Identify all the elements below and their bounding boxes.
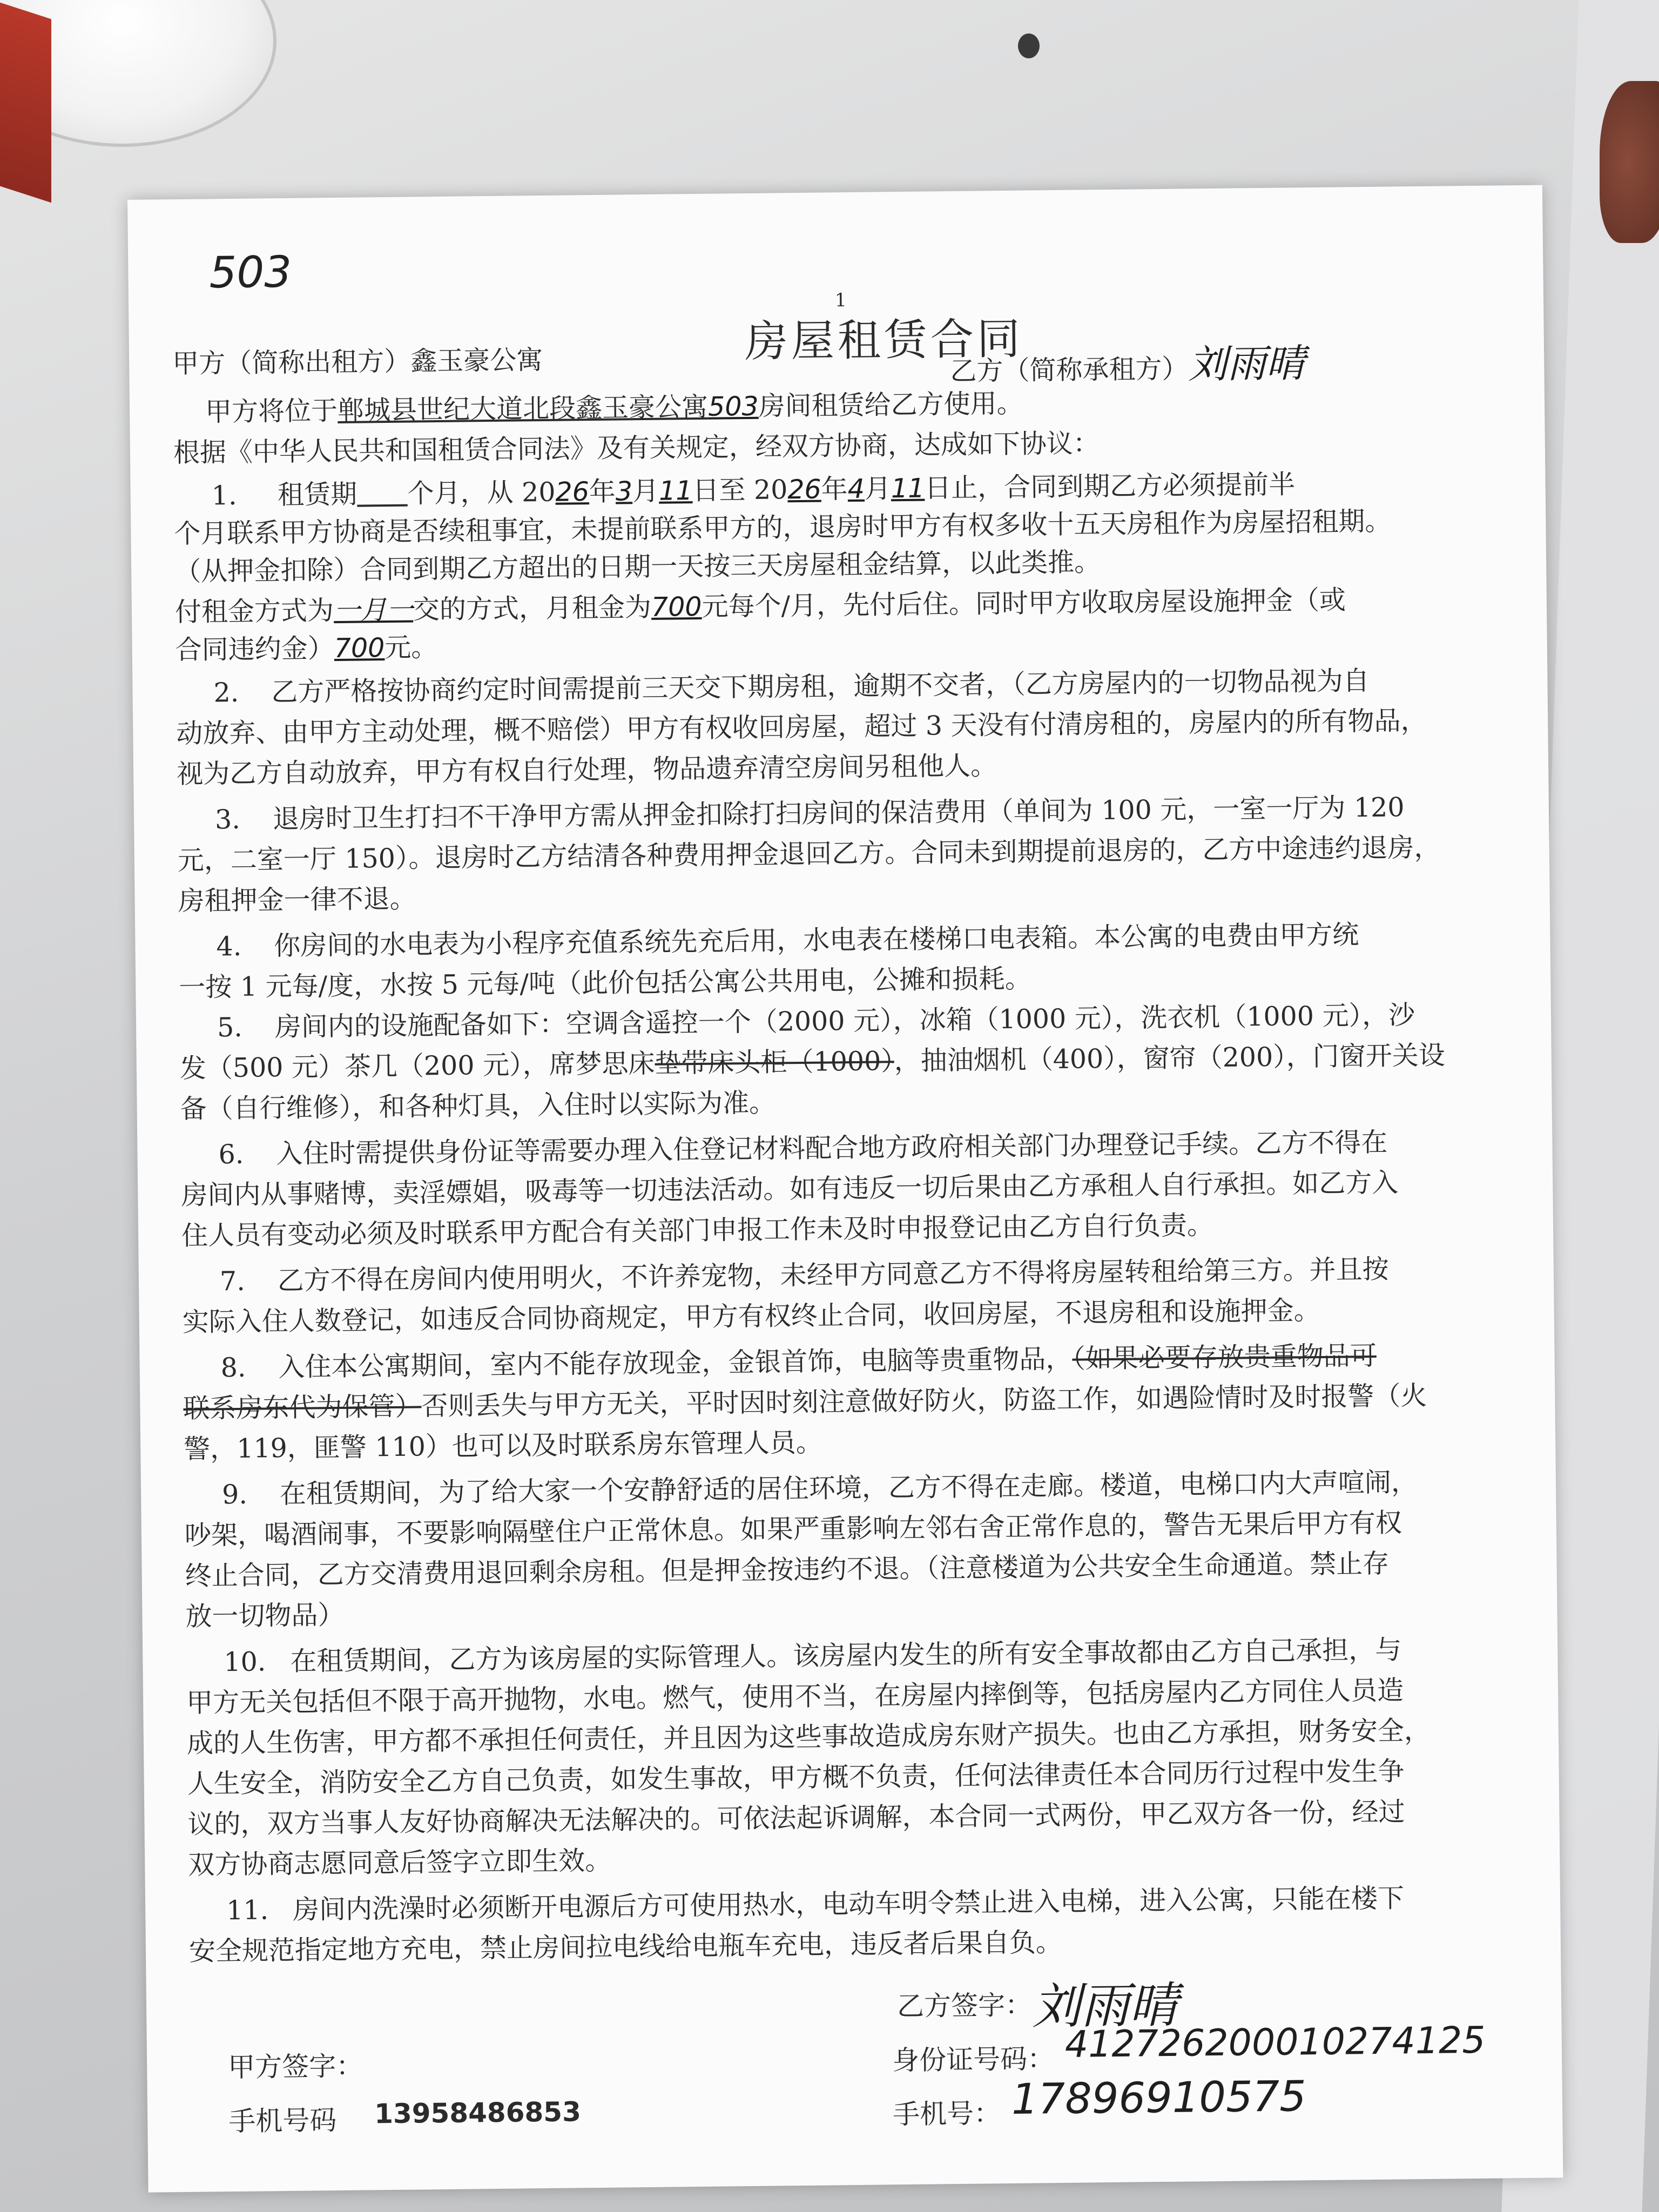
struck-text: （如果必要存放贵重物品可	[1072, 1340, 1377, 1374]
party-a-phone-label: 手机号码	[228, 2105, 337, 2137]
clause-1-deposit	[175, 620, 1509, 666]
clause-2-line-3: 视为乙方自动放弃，甲方有权自行处理，物品遗弃清空房间另租他人。	[176, 750, 997, 790]
start-year: 26	[555, 476, 590, 508]
clause-1-text: 月	[864, 473, 892, 504]
clause-number: 2.	[213, 677, 239, 709]
payment-text: 元每个/月，先付后住。同时甲方收取房屋设施押金（或	[702, 584, 1346, 622]
clause-number: 3.	[214, 804, 241, 835]
intro-suffix: 房间租赁给乙方使用。	[758, 388, 1023, 422]
clause-text: 在租赁期间，为了给大家一个安静舒适的居住环境，乙方不得在走廊。楼道，电梯口内大声喧闹，	[279, 1467, 1418, 1510]
clause-5-line-2	[180, 1038, 1514, 1085]
clause-9-line-1	[184, 1465, 1518, 1512]
clause-7-line-2: 实际入住人数登记，如违反合同协商规定，甲方有权终止合同，收回房屋，不退房租和设施押金。	[182, 1294, 1320, 1338]
clause-5-line-3: 备（自行维修），和各种灯具，入住时以实际为准。	[180, 1087, 776, 1125]
contract-paper	[127, 185, 1563, 2193]
clause-number: 5.	[217, 1011, 243, 1043]
handwritten-note: 503	[208, 246, 292, 298]
party-b-sign-label: 乙方签字：	[896, 1989, 1033, 2022]
clause-text: 你房间的水电表为小程序充值系统先充后用，水电表在楼梯口电表箱。本公寓的电费由甲方统	[273, 919, 1359, 962]
party-b-id-number: 412726200010274125	[1064, 2019, 1486, 2067]
party-b	[950, 340, 1305, 388]
background-dark-spot	[1018, 33, 1040, 58]
clause-11-line-2: 安全规范指定地方充电，禁止房间拉电线给电瓶车充电，违反者后果自负。	[188, 1927, 1063, 1967]
party-b-id-label: 身份证号码：	[892, 2043, 1055, 2076]
clause-1-text: 年	[821, 474, 848, 505]
clause-1-line-3: （从押金扣除）合同到期乙方超出的日期一天按三天房屋租金结算，以此类推。	[174, 547, 1101, 588]
payment-text: 付租金方式为	[174, 595, 334, 628]
clause-text: 否则丢失与甲方无关，平时因时刻注意做好防火，防盗工作，如遇险情时及时报警（火	[421, 1380, 1427, 1422]
clause-text: 在租赁期间，乙方为该房屋的实际管理人。该房屋内发生的所有安全事故都由乙方自己承担，与	[289, 1634, 1402, 1677]
clause-2-line-2: 动放弃、由甲方主动处理，概不赔偿）甲方有权收回房屋，超过 3 天没有付清房租的，房屋内的所有物品，	[176, 705, 1427, 750]
clause-9-line-3: 终止合同，乙方交清费用退回剩余房租。但是押金按违约不退。（注意楼道为公共安全生命通道。禁止存	[185, 1548, 1390, 1592]
intro-address: 郸城县世纪大道北段鑫玉豪公寓	[337, 391, 709, 426]
background-red-object	[0, 3, 51, 203]
struck-text: 联系房东代为保管）	[183, 1391, 422, 1425]
clause-number: 1.	[211, 480, 237, 511]
clause-7-line-1	[182, 1252, 1516, 1298]
clause-number: 8.	[220, 1352, 246, 1384]
clause-10-line-3: 成的人生伤害，甲方都不承担任何责任，并且因为这些事故造成房东财产损失。也由乙方承担，财务安全，	[186, 1715, 1431, 1759]
clause-number: 11.	[226, 1894, 269, 1926]
clause-1-text: 月	[632, 475, 659, 507]
clause-1-text: 日止，合同到期乙方必须提前半	[924, 469, 1296, 504]
party-a-value: 鑫玉豪公寓	[410, 344, 543, 377]
deposit-amount: 700	[334, 632, 385, 664]
intro-line	[205, 382, 1539, 429]
party-b-signature: 刘雨晴	[1031, 1977, 1178, 2035]
clause-5-line-1	[179, 998, 1513, 1044]
clause-3-line-2: 元，二室一厅 150）。退房时乙方结清各种费用押金退回乙方。合同未到期提前退房的，乙方中途违约退房，	[177, 832, 1441, 876]
clause-1-text: 日至 20	[692, 474, 788, 507]
clause-3-line-3: 房租押金一律不退。	[178, 883, 416, 917]
clause-10-line-6: 双方协商志愿同意后签字立即生效。	[187, 1845, 612, 1880]
clause-10-line-1	[186, 1633, 1520, 1679]
party-b-phone: 17896910575	[1011, 2072, 1307, 2125]
intro-room: 503	[707, 390, 759, 422]
document-title: 房屋租赁合同	[744, 313, 1024, 367]
end-month: 4	[847, 473, 865, 505]
clause-10-line-5: 议的，双方当事人友好协商解决无法解决的。可依法起诉调解，本合同一式两份，甲乙双方各一份，经过	[187, 1796, 1405, 1840]
clause-6-line-1	[180, 1125, 1514, 1171]
clause-1-text: 个月，从 20	[407, 476, 556, 509]
monthly-rent: 700	[651, 591, 702, 623]
background-brown-object	[1600, 81, 1659, 243]
party-a-sign-label: 甲方签字：	[227, 2050, 363, 2083]
party-b-value: 刘雨晴	[1188, 340, 1305, 387]
parties-line	[172, 334, 1506, 387]
clause-number: 6.	[218, 1138, 244, 1170]
party-a-phone: 13958486853	[374, 2096, 582, 2130]
start-day: 11	[658, 475, 693, 507]
clause-text: 房间内的设施配备如下：空调含遥控一个（2000 元），冰箱（1000 元），洗衣机（1000 元），沙	[274, 1000, 1415, 1043]
page-number: 1	[834, 289, 847, 312]
party-a-label: 甲方（简称出租方）	[172, 346, 411, 380]
clause-1-text: 年	[589, 476, 616, 508]
clause-1-line-2: 个月联系甲方协商是否续租事宜，未提前联系甲方的，退房时甲方有权多收十五天房租作为房屋招租期。	[174, 505, 1392, 550]
clause-number: 9.	[221, 1479, 248, 1510]
clause-9-line-4: 放一切物品）	[185, 1599, 345, 1633]
clause-8-line-3: 警，119，匪警 110）也可以及时联系房东管理人员。	[183, 1427, 823, 1465]
payment-method: 一月一	[333, 594, 414, 626]
clause-6-line-2: 房间内从事赌博，卖淫嫖娼，吸毒等一切违法活动。如有违反一切后果由乙方承租人自行承担。如乙方入	[181, 1167, 1399, 1211]
clause-8-line-1	[183, 1338, 1516, 1385]
clause-number: 10.	[224, 1646, 266, 1678]
clause-4-line-2: 一按 1 元每/度，水按 5 元每/吨（此价包括公寓公共用电，公摊和损耗。	[178, 963, 1032, 1003]
clause-9-line-2: 吵架，喝酒闹事，不要影响隔壁住户正常休息。如果严重影响左邻右舍正常作息的，警告无果后甲方有权	[184, 1507, 1402, 1552]
deposit-text: 元。	[384, 632, 438, 664]
end-day: 11	[891, 473, 925, 504]
end-year: 26	[787, 474, 821, 505]
clause-2-line-1	[176, 663, 1509, 710]
clause-text: 乙方不得在房间内使用明火，不许养宠物，未经甲方同意乙方不得将房屋转租给第三方。并且按	[277, 1253, 1389, 1297]
clause-4-line-1	[178, 917, 1512, 963]
clause-6-line-3: 住人员有变动必须及时联系甲方配合有关部门申报工作未及时申报登记由乙方自行负责。	[181, 1210, 1214, 1252]
struck-text: 垫带床头柜（1000）	[655, 1046, 894, 1079]
clause-number: 4.	[216, 930, 242, 962]
deposit-text: 合同违约金）	[175, 633, 335, 666]
clause-text: 发（500 元）茶几（200 元），席梦思床	[179, 1048, 655, 1084]
start-month: 3	[615, 476, 633, 507]
intro-basis: 根据《中华人民共和国租赁合同法》及有关规定，经双方协商，达成如下协议：	[173, 428, 1100, 469]
payment-text: 交的方式，月租金为	[413, 591, 652, 625]
clause-number: 7.	[219, 1265, 246, 1297]
clause-text: 退房时卫生打扫不干净甲方需从押金扣除打扫房间的保洁费用（单间为 100 元，一室一厅为 120	[272, 792, 1405, 835]
clause-10-line-4: 人生安全，消防安全乙方自己负责，如发生事故，甲方概不负责，任何法律责任本合同历行过程中发生争	[187, 1756, 1405, 1799]
clause-8-line-2	[183, 1379, 1517, 1425]
clause-text: 入住本公寓期间，室内不能存放现金，金银首饰，电脑等贵重物品，	[278, 1343, 1073, 1383]
clause-text: 入住时需提供身份证等需要办理入住登记材料配合地方政府相关部门办理登记手续。乙方不得在	[275, 1127, 1388, 1170]
clause-text: 乙方严格按协商约定时间需提前三天交下期房租，逾期不交者，（乙方房屋内的一切物品视为自	[271, 665, 1370, 708]
clause-3-line-1	[177, 790, 1511, 837]
party-b-label: 乙方（简称承租方）	[950, 353, 1189, 387]
party-b-phone-label: 手机号：	[892, 2098, 1001, 2130]
clause-text: ，抽油烟机（400），窗帘（200），门窗开关设	[894, 1040, 1446, 1077]
clause-text: 房间内洗澡时必须断开电源后方可使用热水，电动车明令禁止进入电梯，进入公寓，只能在楼下	[292, 1883, 1405, 1925]
clause-11-line-1	[188, 1881, 1522, 1927]
intro-prefix: 甲方将位于	[205, 395, 338, 428]
clause-1-text: 租赁期	[277, 478, 358, 511]
clause-10-line-2: 甲方无关包括但不限于高开抛物，水电。燃气，使用不当，在房屋内摔倒等，包括房屋内乙方同住人员造	[186, 1675, 1404, 1719]
